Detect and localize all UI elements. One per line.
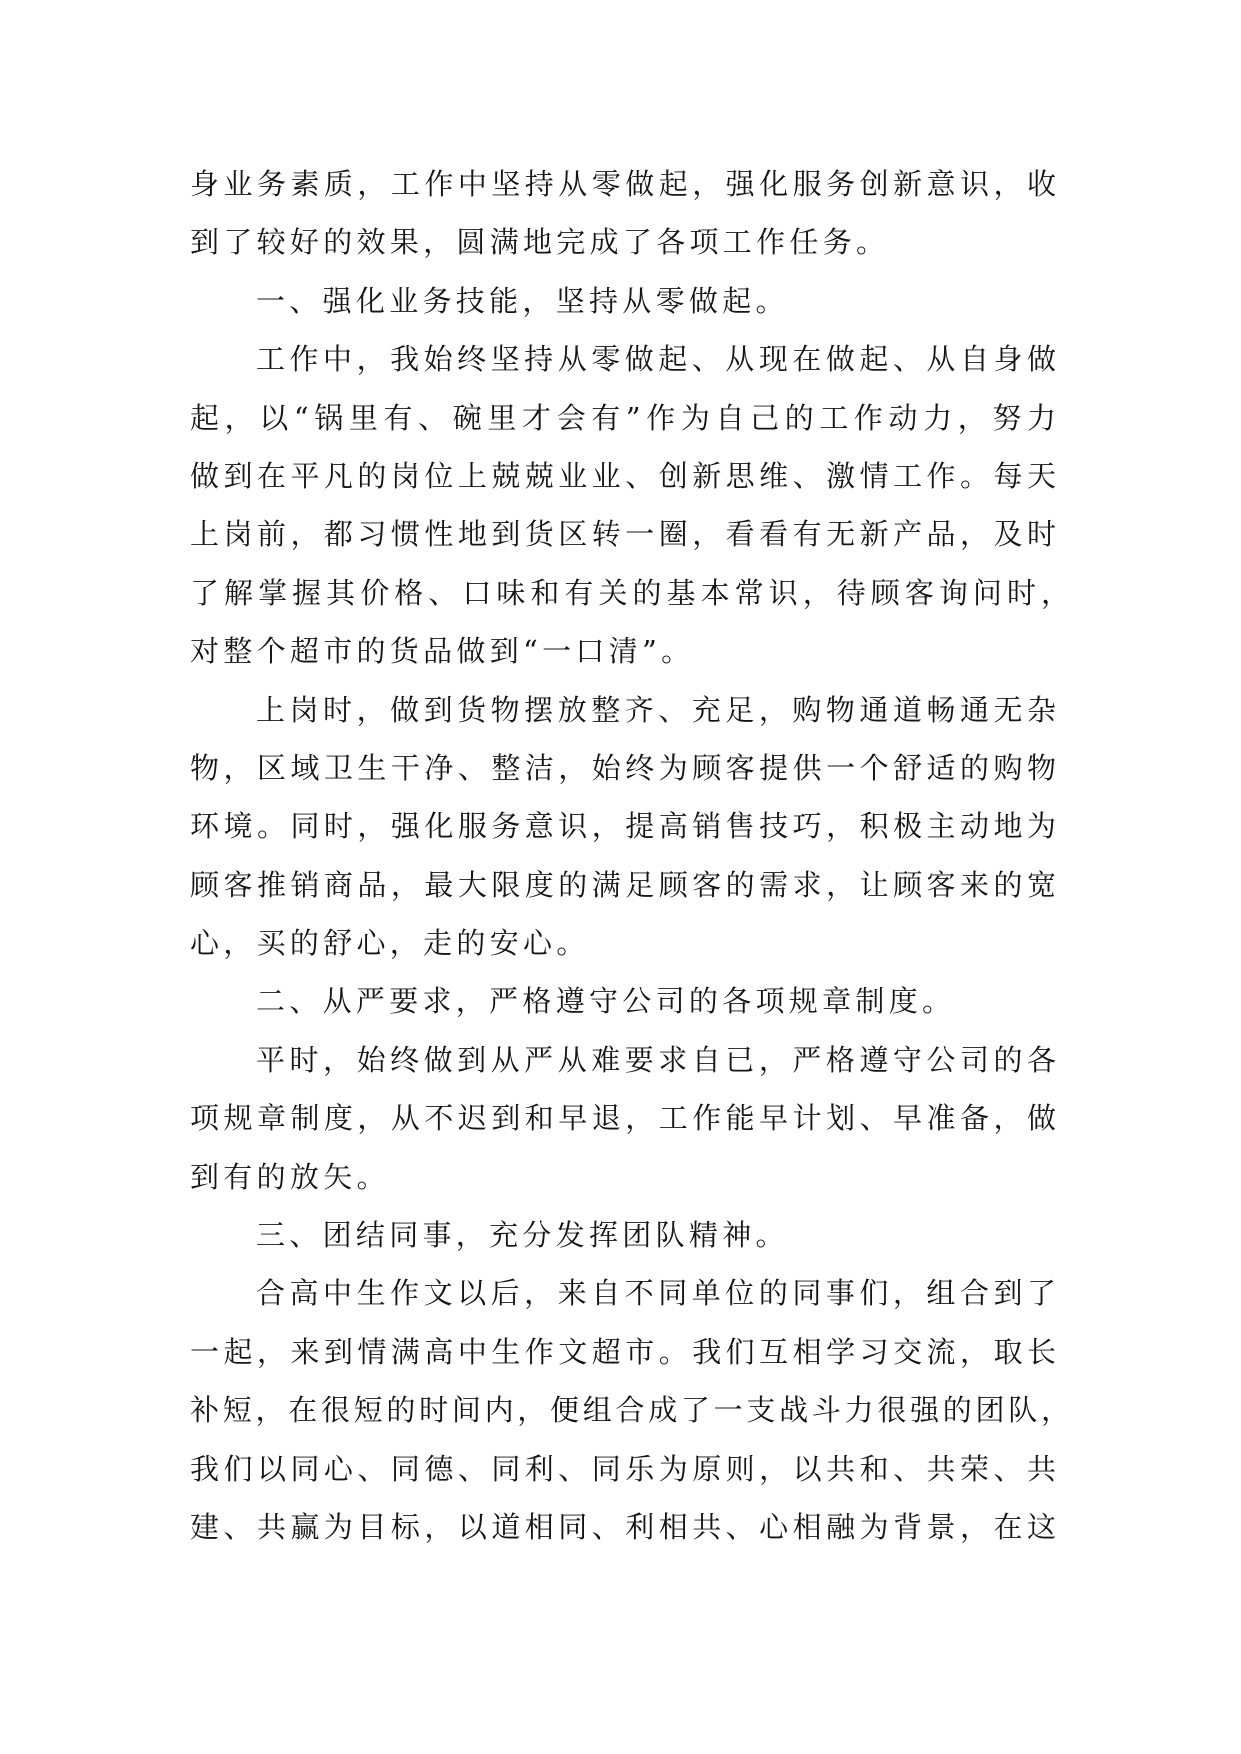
text-line: 我们以同心、同德、同利、同乐为原则，以共和、共荣、共: [190, 1451, 1056, 1486]
text-line: 了解掌握其价格、口味和有关的基本常识，待顾客询问时，: [190, 575, 1070, 610]
section-heading: [190, 1206, 1056, 1264]
paragraph: [190, 681, 1056, 973]
text-line: 上岗前，都习惯性地到货区转一圈，看看有无新产品，及时: [190, 517, 1056, 552]
text-line: 到有的放矢。: [190, 1159, 390, 1194]
text-line: 身业务素质，工作中坚持从零做起，强化服务创新意识，收: [190, 167, 1056, 201]
text-line: 项规章制度，从不迟到和早退，工作能早计划、早准备，做: [190, 1101, 1056, 1136]
section-heading-text: 二、从严要求，严格遵守公司的各项规章制度。: [256, 984, 956, 1019]
text-line: 起，以“锅里有、碗里才会有”作为自己的工作动力，努力: [190, 400, 1056, 435]
section-heading: [190, 972, 1056, 1030]
paragraph: [190, 1031, 1056, 1206]
text-line: 平时，始终做到从严从难要求自已，严格遵守公司的各: [256, 1042, 1056, 1077]
paragraph: [190, 1264, 1070, 1556]
section-heading-text: 一、强化业务技能，坚持从零做起。: [256, 283, 789, 318]
text-line: 补短，在很短的时间内，便组合成了一支战斗力很强的团队，: [190, 1393, 1070, 1428]
text-line: 心，买的舒心，走的安心。: [190, 926, 590, 961]
text-line: 上岗时，做到货物摆放整齐、充足，购物通道畅通无杂: [256, 692, 1056, 727]
text-line: 对整个超市的货品做到“一口清”。: [190, 634, 695, 669]
text-line: 物，区域卫生干净、整洁，始终为顾客提供一个舒适的购物: [190, 750, 1056, 785]
text-line: 到了较好的效果，圆满地完成了各项工作任务。: [190, 225, 890, 260]
text-line: 合高中生作文以后，来自不同单位的同事们，组合到了: [256, 1276, 1056, 1311]
paragraph: [190, 330, 1070, 680]
text-line: 做到在平凡的岗位上兢兢业业、创新思维、激情工作。每天: [190, 458, 1056, 493]
text-line: 工作中，我始终坚持从零做起、从现在做起、从自身做: [256, 342, 1056, 377]
text-line: 环境。同时，强化服务意识，提高销售技巧，积极主动地为: [190, 809, 1056, 844]
section-heading: [190, 272, 1056, 330]
text-line: 顾客推销商品，最大限度的满足顾客的需求，让顾客来的宽: [190, 867, 1056, 902]
document-body: [190, 155, 1070, 1556]
section-heading-text: 三、团结同事，充分发挥团队精神。: [256, 1218, 789, 1253]
paragraph: [190, 155, 1056, 272]
text-line: 建、共赢为目标，以道相同、利相共、心相融为背景，在这: [190, 1509, 1056, 1544]
text-line: 一起，来到情满高中生作文超市。我们互相学习交流，取长: [190, 1334, 1056, 1369]
